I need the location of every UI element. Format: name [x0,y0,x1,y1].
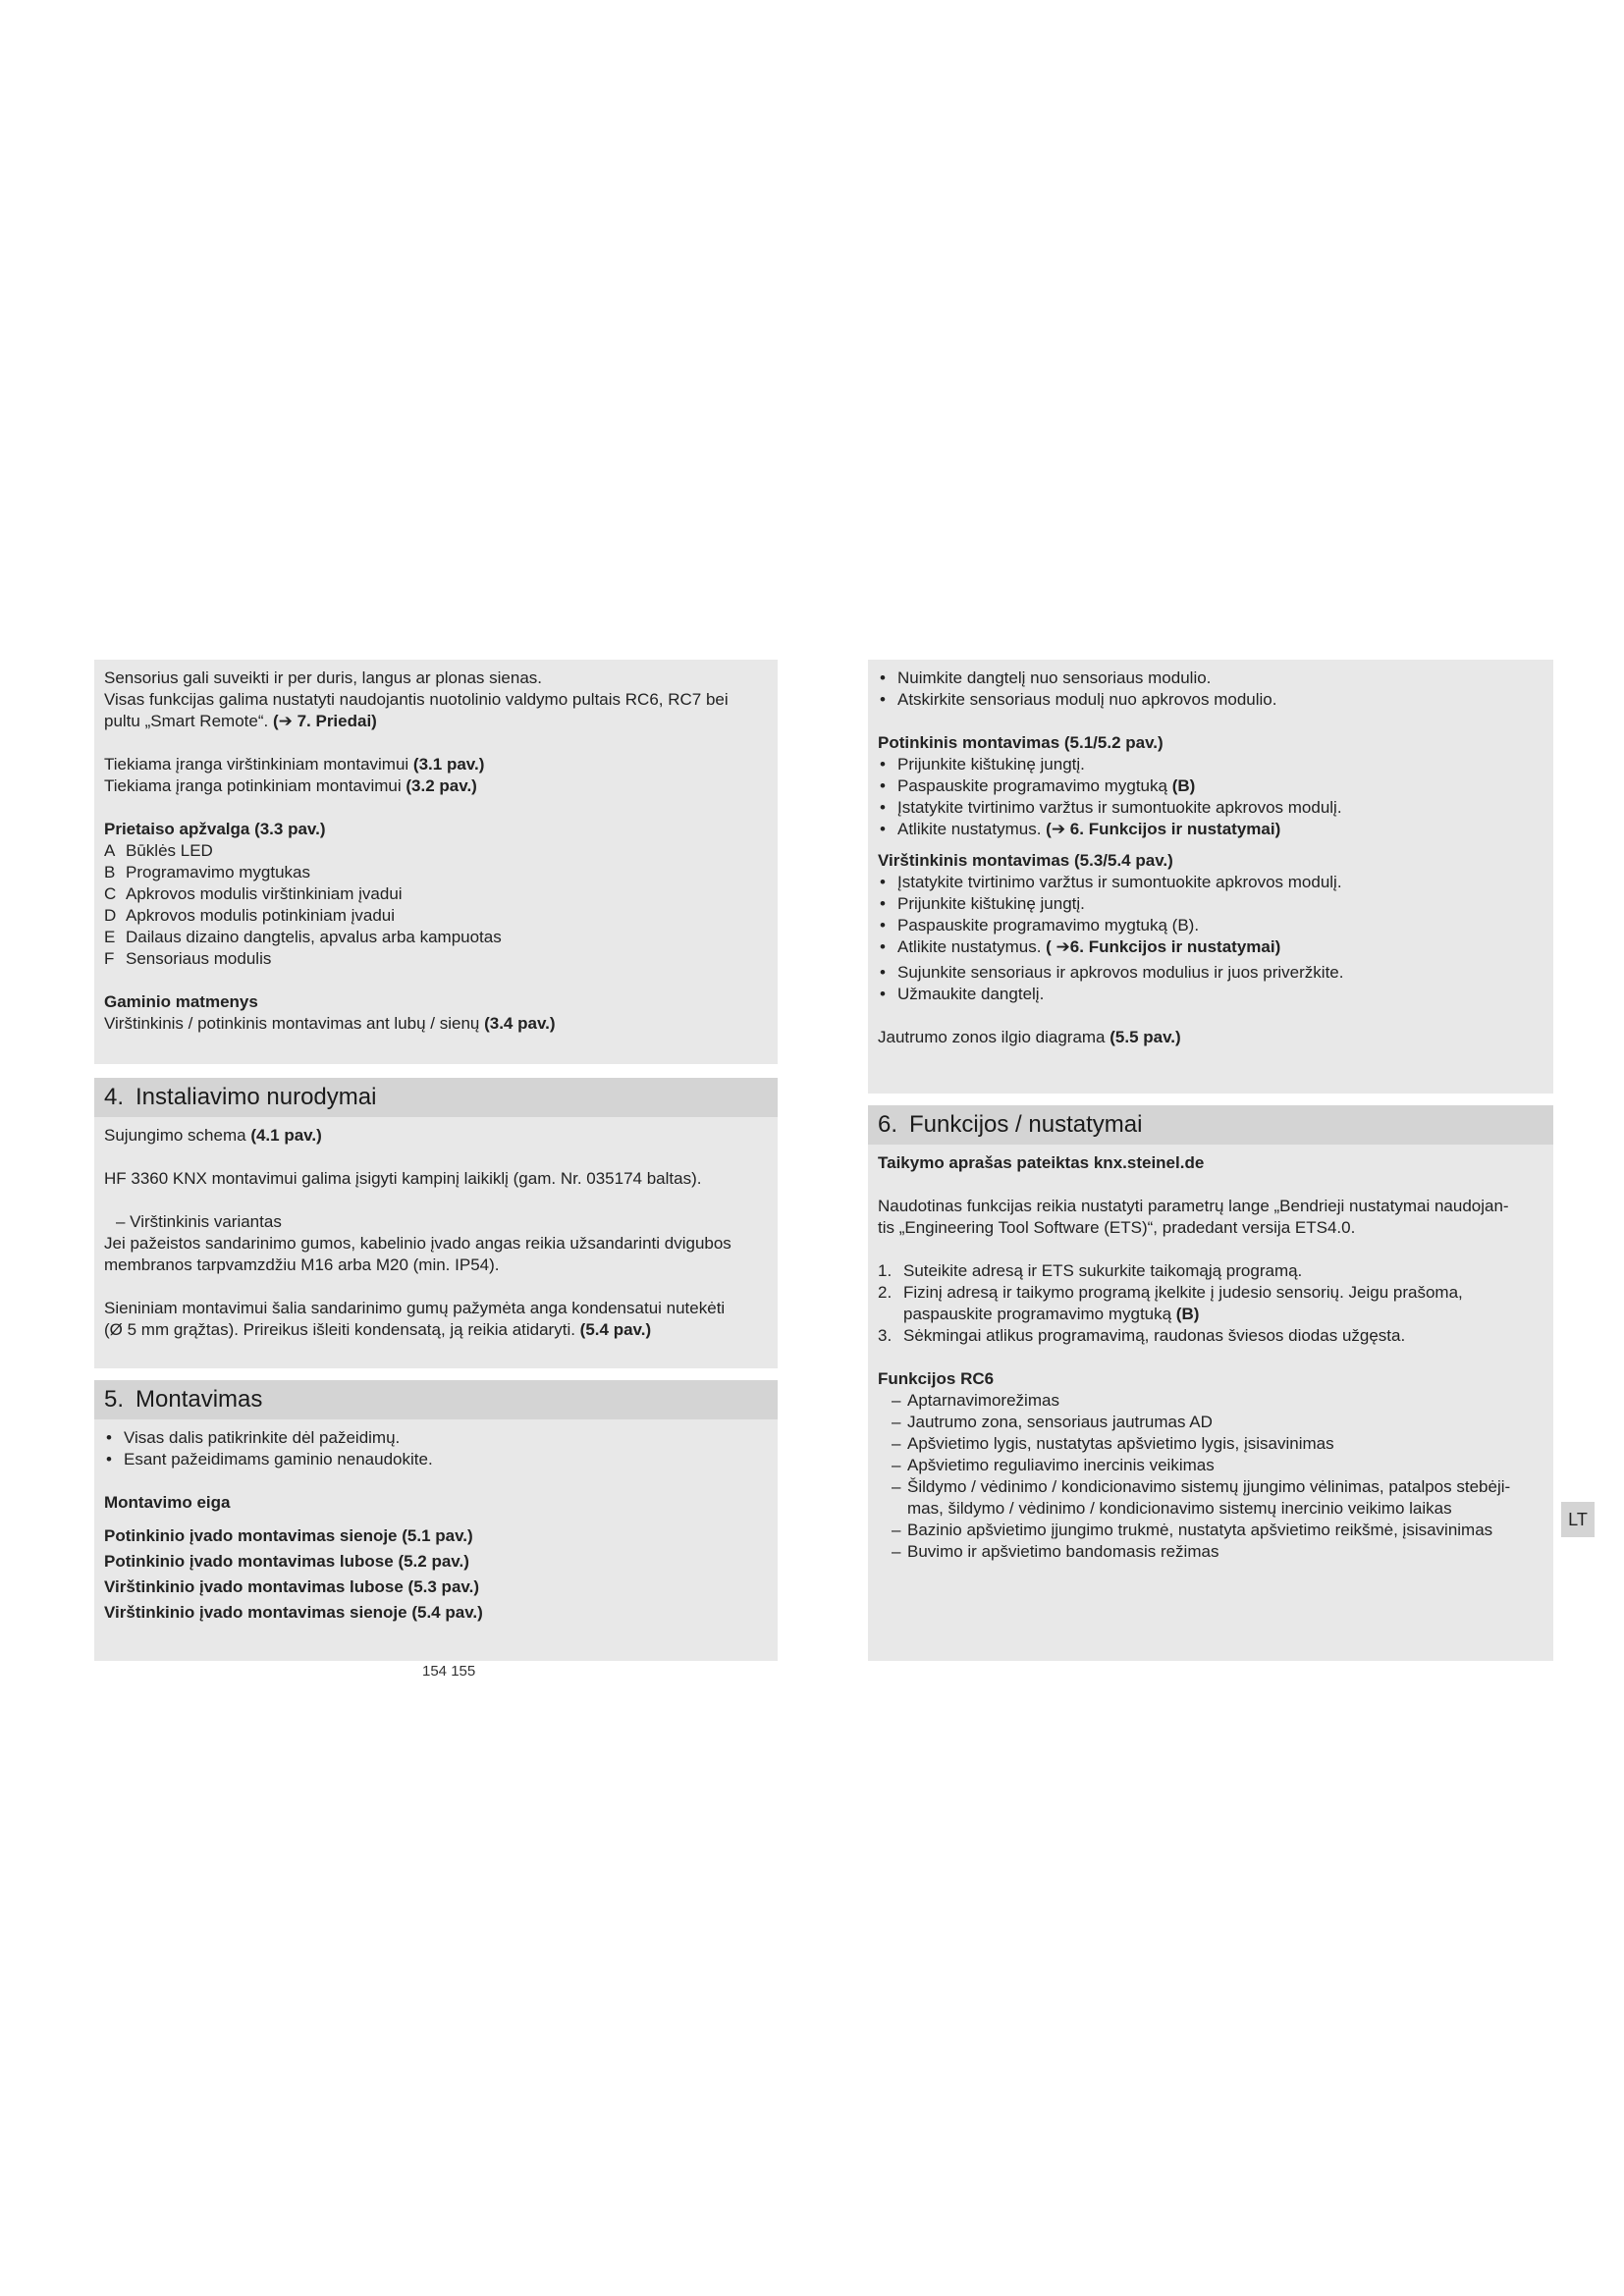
list-item: • Atskirkite sensoriaus modulį nuo apkrovos modulio. [878,689,1543,711]
overview-text: Dailaus dizaino dangtelis, apvalus arba kampuotas [126,928,502,946]
list-item: • Esant pažeidimams gaminio nenaudokite. [104,1449,768,1470]
ets-text-2: tis „Engineering Tool Software (ETS)“, pradedant versija ETS4.0. [878,1218,1356,1237]
section-6-box [868,1145,1553,1661]
check-bullets [104,1427,768,1470]
overview-text: Sensoriaus modulis [126,949,272,968]
rc6-functions-title: Funkcijos RC6 [878,1369,995,1388]
step-line: Fizinį adresą ir taikymo programą įkelkite į judesio sensorių. Jeigu prašoma, [903,1283,1463,1302]
rc6-function [878,1476,1543,1520]
rc6-function [878,1412,1543,1433]
rc6-function [878,1520,1543,1541]
mounting-box [868,660,1553,1094]
overview-text: Programavimo mygtukas [126,863,311,881]
surface-mount-title: Virštinkinis montavimas (5.3/5.4 pav.) [878,851,1173,870]
ets-text-1: Naudotinas funkcijas reikia nustatyti parametrų lange „Bendrieji nustatymai naudojan- [878,1197,1509,1215]
install-step: Potinkinio įvado montavimas sienoje (5.1 pav.) [104,1526,473,1545]
overview-item [104,840,768,862]
intro-text-3: pultu „Smart Remote“. (➔ 7. Priedai) [104,712,377,730]
installation-steps-title: Montavimo eiga [104,1493,231,1512]
list-item [878,797,1543,819]
function-line: – Šildymo / vėdinimo / kondicionavimo sistemų įjungimo vėlinimas, patalpos stebėji- [907,1477,1511,1496]
language-tab: LT [1561,1502,1595,1537]
overview-letter: F [104,949,115,968]
dimensions-text: Virštinkinis / potinkinis montavimas ant lubų / sienų (3.4 pav.) [104,1014,556,1033]
prep-bullets [878,667,1543,711]
rc6-function [878,1433,1543,1455]
sensitivity-diagram-ref: Jautrumo zonos ilgio diagrama (5.5 pav.) [878,1028,1181,1046]
overview-item [104,905,768,927]
rc6-function [878,1455,1543,1476]
surface-mount-steps [878,872,1543,958]
overview-text: Būklės LED [126,841,213,860]
list-item [878,936,1543,958]
flush-mount-title: Potinkinis montavimas (5.1/5.2 pav.) [878,733,1164,752]
section-5-header: 5. Montavimas [94,1380,778,1419]
function-line: – Buvimo ir apšvietimo bandomasis režimas [907,1542,1219,1561]
flush-mount-steps [878,754,1543,840]
wiring-diagram-ref: Sujungimo schema (4.1 pav.) [104,1126,322,1145]
list-item [878,915,1543,936]
section-4-header: 4. Instaliavimo nurodymai [94,1078,778,1117]
intro-text-1: Sensorius gali suveikti ir per duris, langus ar plonas sienas. [104,668,543,687]
rc6-function [878,1541,1543,1563]
step-text: Prijunkite kištukinę jungtį. [897,755,1085,774]
function-line: – Bazinio apšvietimo įjungimo trukmė, nustatyta apšvietimo reikšmė, įsisavinimas [907,1521,1493,1539]
step-number: 1. [878,1261,893,1280]
overview-title: Prietaiso apžvalga (3.3 pav.) [104,820,326,838]
section-5-box [94,1419,778,1661]
programming-steps [878,1260,1543,1347]
seal-text-1: Jei pažeistos sandarinimo gumos, kabelinio įvado angas reikia užsandarinti dvigubos [104,1234,731,1253]
step-ref: ( ➔6. Funkcijos ir nustatymai) [1046,937,1281,956]
application-description: Taikymo aprašas pateiktas knx.steinel.de [878,1153,1205,1172]
rc6-functions-list [878,1390,1543,1563]
step-text: Įstatykite tvirtinimo varžtus ir sumontuokite apkrovos modulį. [897,873,1342,891]
step-number: 2. [878,1283,893,1302]
dimensions-title: Gaminio matmenys [104,992,258,1011]
overview-letter: A [104,841,116,860]
overview-text: Apkrovos modulis virštinkiniam įvadui [126,884,403,903]
list-item: • Visas dalis patikrinkite dėl pažeidimų. [104,1427,768,1449]
surface-variant-label: – Virštinkinis variantas [116,1212,282,1231]
step-text: Atlikite nustatymus. [897,820,1047,838]
function-line: mas, šildymo / vėdinimo / kondicionavimo sistemų inercinio veikimo laikas [907,1499,1452,1518]
final-steps [878,962,1543,1005]
intro-box [94,660,778,1064]
overview-letter: B [104,863,116,881]
step-line: Suteikite adresą ir ETS sukurkite taikomąją programą. [903,1261,1303,1280]
scope-flush: Tiekiama įranga potinkiniam montavimui (3.2 pav.) [104,776,477,795]
overview-item [104,862,768,883]
section-4-box [94,1117,778,1368]
list-item: • Sujunkite sensoriaus ir apkrovos modulius ir juos priveržkite. [878,962,1543,984]
step-ref: (B) [1175,1305,1200,1323]
install-step: Virštinkinio įvado montavimas sienoje (5.4 pav.) [104,1603,483,1622]
step-text: Paspauskite programavimo mygtuką (B). [897,916,1200,934]
intro-text-2: Visas funkcijas galima nustatyti naudojantis nuotolinio valdymo pultais RC6, RC7 bei [104,690,729,709]
step-number: 3. [878,1326,893,1345]
programming-step [878,1260,1543,1282]
list-item: • Užmaukite dangtelį. [878,984,1543,1005]
section-6-header: 6. Funkcijos / nustatymai [868,1105,1553,1145]
list-item [878,893,1543,915]
overview-letter: D [104,906,117,925]
overview-item [104,927,768,948]
function-line: – Jautrumo zona, sensoriaus jautrumas AD [907,1413,1213,1431]
overview-list [104,840,768,970]
list-item [878,754,1543,775]
overview-item [104,883,768,905]
section-5-title: Montavimas [135,1386,263,1413]
function-line: – Aptarnavimorežimas [907,1391,1059,1410]
section-6-title: Funkcijos / nustatymai [909,1111,1143,1138]
programming-step [878,1282,1543,1325]
function-line: – Apšvietimo reguliavimo inercinis veikimas [907,1456,1215,1474]
scope-surface: Tiekiama įranga virštinkiniam montavimui (3.1 pav.) [104,755,485,774]
corner-bracket-text: HF 3360 KNX montavimui galima įsigyti kampinį laikiklį (gam. Nr. 035174 baltas). [104,1169,702,1188]
list-item [878,872,1543,893]
condensate-text-2: (Ø 5 mm grąžtas). Prireikus išleiti kondensatą, ją reikia atidaryti. (5.4 pav.) [104,1320,652,1339]
install-step: Virštinkinio įvado montavimas lubose (5.3 pav.) [104,1577,479,1596]
overview-letter: C [104,884,117,903]
step-text: Atlikite nustatymus. [897,937,1047,956]
section-4-title: Instaliavimo nurodymai [135,1084,377,1110]
overview-text: Apkrovos modulis potinkiniam įvadui [126,906,396,925]
step-line: paspauskite programavimo mygtuką (B) [903,1305,1200,1323]
function-line: – Apšvietimo lygis, nustatytas apšvietimo lygis, įsisavinimas [907,1434,1334,1453]
list-item [878,819,1543,840]
install-step: Potinkinio įvado montavimas lubose (5.2 pav.) [104,1552,469,1571]
list-item [878,775,1543,797]
step-ref: (B) [1171,776,1196,795]
list-item: • Nuimkite dangtelį nuo sensoriaus modulio. [878,667,1543,689]
page-number: 154 155 [422,1663,476,1680]
step-text: Prijunkite kištukinę jungtį. [897,894,1085,913]
step-text: Įstatykite tvirtinimo varžtus ir sumontuokite apkrovos modulį. [897,798,1342,817]
overview-letter: E [104,928,116,946]
programming-step [878,1325,1543,1347]
overview-item [104,948,768,970]
seal-text-2: membranos tarpvamzdžiu M16 arba M20 (min. IP54). [104,1255,500,1274]
step-text: Paspauskite programavimo mygtuką [897,776,1172,795]
rc6-function [878,1390,1543,1412]
step-line: Sėkmingai atlikus programavimą, raudonas šviesos diodas užgęsta. [903,1326,1406,1345]
condensate-text-1: Sieniniam montavimui šalia sandarinimo gumų pažymėta anga kondensatui nutekėti [104,1299,726,1317]
step-ref: (➔ 6. Funkcijos ir nustatymai) [1046,820,1281,838]
